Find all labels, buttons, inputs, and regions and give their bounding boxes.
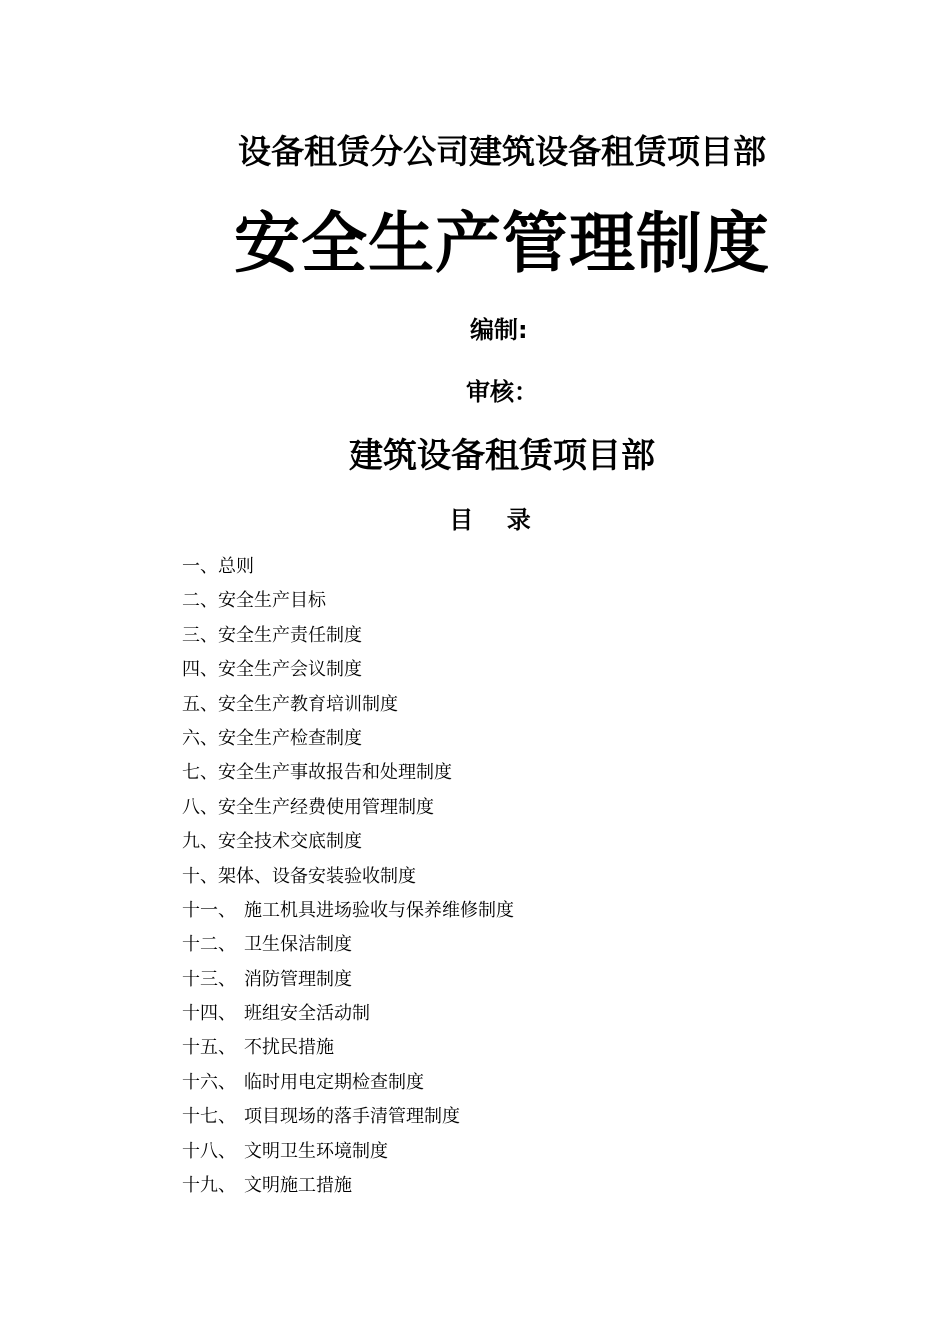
- toc-item: [182, 1000, 514, 1034]
- toc-item-number: 七、: [182, 762, 218, 784]
- toc-item-number: 十三、: [182, 968, 236, 990]
- toc-item-text: 文明施工措施: [244, 1175, 352, 1197]
- toc-item-number: 一、: [182, 556, 218, 577]
- toc-item-number: 三、: [182, 624, 218, 646]
- toc-item-text: 安全生产经费使用管理制度: [218, 796, 434, 818]
- toc-item-text: 安全生产责任制度: [218, 624, 362, 646]
- toc-item-text: 安全生产事故报告和处理制度: [218, 762, 452, 784]
- document-subtitle: 设备租赁分公司建筑设备租赁项目部: [238, 132, 766, 171]
- toc-item: [182, 897, 514, 931]
- toc-item-number: 十二、: [182, 934, 236, 956]
- toc-item-number: 二、: [182, 590, 218, 612]
- document-title: 安全生产管理制度: [234, 205, 770, 282]
- toc-item-number: 五、: [182, 693, 218, 715]
- toc-item-number: 十九、: [182, 1175, 236, 1197]
- toc-item-number: 九、: [182, 831, 218, 853]
- toc-item-text: 架体、设备安装验收制度: [218, 865, 416, 887]
- toc-item-number: 十一、: [182, 899, 236, 921]
- toc-item-number: 十六、: [182, 1071, 236, 1093]
- department-name: 建筑设备租赁项目部: [349, 436, 655, 476]
- toc-item-text: 卫生保洁制度: [244, 934, 352, 956]
- toc-item-text: 班组安全活动制: [244, 1003, 370, 1025]
- toc-item: [182, 691, 514, 725]
- toc-item-text: 安全生产会议制度: [218, 659, 362, 681]
- toc-item: [182, 725, 514, 759]
- toc-item-text: 施工机具进场验收与保养维修制度: [244, 899, 514, 921]
- table-of-contents: [182, 553, 514, 1206]
- toc-item-number: 四、: [182, 659, 218, 681]
- toc-item-text: 不扰民措施: [244, 1037, 334, 1059]
- toc-item: [182, 863, 514, 897]
- toc-item-number: 十、: [182, 865, 218, 887]
- toc-item-text: 安全技术交底制度: [218, 831, 362, 853]
- toc-item: [182, 1103, 514, 1137]
- toc-item-number: 十四、: [182, 1003, 236, 1025]
- toc-item-text: 文明卫生环境制度: [244, 1140, 388, 1162]
- toc-item-text: 消防管理制度: [244, 968, 352, 990]
- toc-item: [182, 553, 514, 587]
- toc-item: [182, 794, 514, 828]
- toc-item: [182, 587, 514, 621]
- toc-item: [182, 1034, 514, 1068]
- toc-item-text: 项目现场的落手清管理制度: [244, 1106, 460, 1128]
- toc-item-text: 安全生产教育培训制度: [218, 693, 398, 715]
- toc-item-number: 八、: [182, 796, 218, 818]
- toc-item-text: 安全生产检查制度: [218, 727, 362, 749]
- toc-item: [182, 1172, 514, 1206]
- toc-item-number: 十五、: [182, 1037, 236, 1059]
- toc-item: [182, 622, 514, 656]
- toc-item: [182, 828, 514, 862]
- toc-item-number: 十七、: [182, 1106, 236, 1128]
- editor-label: 编制:: [470, 316, 528, 344]
- toc-item: [182, 1138, 514, 1172]
- toc-item: [182, 966, 514, 1000]
- toc-item: [182, 1069, 514, 1103]
- reviewer-label: 审核：: [466, 378, 538, 406]
- toc-item: [182, 759, 514, 793]
- toc-heading: 目 录: [449, 506, 531, 534]
- toc-item: [182, 656, 514, 690]
- toc-item-text: 临时用电定期检查制度: [244, 1071, 424, 1093]
- toc-item-text: 安全生产目标: [218, 590, 326, 612]
- toc-item-number: 十八、: [182, 1140, 236, 1162]
- toc-item: [182, 931, 514, 965]
- toc-item-number: 六、: [182, 727, 218, 749]
- toc-item-text: 总则: [218, 556, 254, 577]
